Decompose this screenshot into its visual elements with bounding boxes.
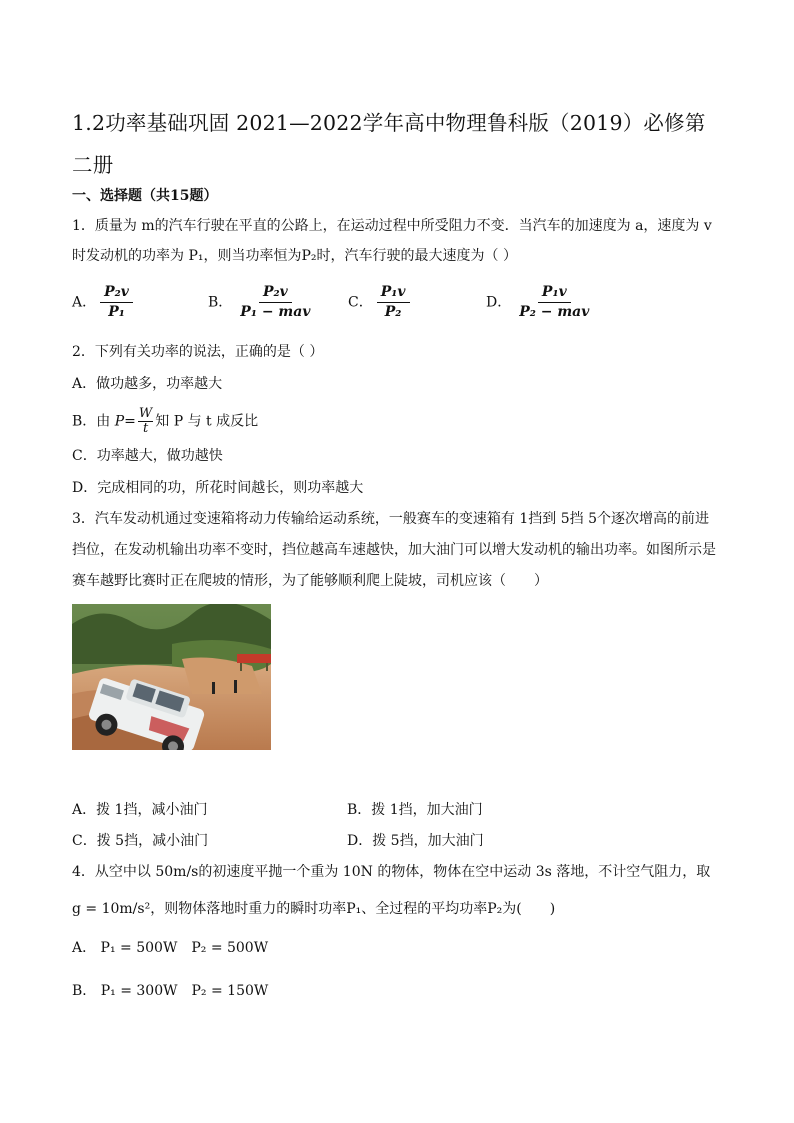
q1-option-a[interactable] — [72, 284, 133, 321]
q4-stem-line1: 4．从空中以 50m/s的初速度平抛一个重为 10N 的物体，物体在空中运动 3s 落地，不计空气阻力，取 — [72, 864, 711, 880]
denominator: P₂ − mav — [519, 304, 590, 320]
option-text: B．由 — [72, 413, 115, 430]
denominator: P₂ — [384, 304, 402, 320]
q1-stem-line1: 1．质量为 m的汽车行驶在平直的公路上，在运动过程中所受阻力不变．当汽车的加速度为 a，速度为 v — [72, 218, 712, 234]
equals-sign: = — [124, 413, 136, 430]
q3-stem-line3: 赛车越野比赛时正在爬坡的情形，为了能够顺利爬上陡坡，司机应该（ ） — [72, 573, 548, 589]
option-label: B． — [208, 294, 233, 311]
q4-option-a[interactable]: A． P₁ = 500W P₂ = 500W — [72, 940, 269, 956]
option-label: A． — [72, 294, 97, 311]
q1-stem-line2: 时发动机的功率为 P₁，则当功率恒为P₂时，汽车行驶的最大速度为（ ） — [72, 248, 517, 264]
fraction — [100, 284, 133, 321]
q2-option-a[interactable]: A．做功越多，功率越大 — [72, 376, 223, 392]
numerator: W — [138, 406, 153, 421]
q2-option-d[interactable]: D．完成相同的功，所花时间越长，则功率越大 — [72, 480, 364, 496]
q1-option-d[interactable] — [486, 284, 593, 321]
fraction — [377, 284, 410, 321]
q2-stem: 2．下列有关功率的说法，正确的是（ ） — [72, 344, 324, 360]
denominator: P₁ — [108, 304, 125, 320]
fraction — [515, 284, 593, 321]
q3-option-b[interactable]: B．拨 1挡，加大油门 — [347, 802, 483, 818]
q3-option-a[interactable]: A．拨 1挡，减小油门 — [72, 802, 208, 818]
q3-stem-line2: 挡位，在发动机输出功率不变时，挡位越高车速越快，加大油门可以增大发动机的输出功率。如图所示是 — [72, 542, 716, 558]
q4-option-b[interactable]: B． P₁ = 300W P₂ = 150W — [72, 983, 269, 999]
section-heading: 一、选择题（共15题） — [72, 188, 218, 204]
denominator: t — [142, 421, 149, 436]
option-text: 知 P 与 t 成反比 — [155, 413, 259, 430]
q3-option-c[interactable]: C．拨 5挡，减小油门 — [72, 833, 209, 849]
fraction — [236, 284, 314, 321]
option-label: C． — [348, 294, 373, 311]
numerator: P₁v — [377, 284, 410, 303]
q1-option-b[interactable] — [208, 284, 314, 321]
q3-option-d[interactable]: D．拨 5挡，加大油门 — [347, 833, 484, 849]
power-symbol: P — [114, 413, 125, 430]
offroad-car-illustration — [72, 604, 271, 750]
fraction — [138, 407, 153, 436]
q2-option-c[interactable]: C．功率越大，做功越快 — [72, 448, 223, 464]
q4-stem-line2: g = 10m/s²，则物体落地时重力的瞬时功率P₁、全过程的平均功率P₂为( ) — [72, 901, 556, 917]
numerator: P₁v — [538, 284, 571, 303]
offroad-car-photo — [72, 604, 271, 750]
numerator: P₂v — [100, 284, 133, 303]
numerator: P₂v — [259, 284, 292, 303]
q2-option-b[interactable] — [72, 407, 258, 436]
option-label: D． — [486, 294, 512, 311]
q1-option-c[interactable] — [348, 284, 410, 321]
page-title: 1.2功率基础巩固 2021—2022学年高中物理鲁科版（2019）必修第二册 — [72, 111, 706, 177]
denominator: P₁ − mav — [240, 304, 311, 320]
q3-stem-line1: 3．汽车发动机通过变速箱将动力传输给运动系统，一般赛车的变速箱有 1挡到 5挡 5个逐次增高的前进 — [72, 511, 709, 527]
